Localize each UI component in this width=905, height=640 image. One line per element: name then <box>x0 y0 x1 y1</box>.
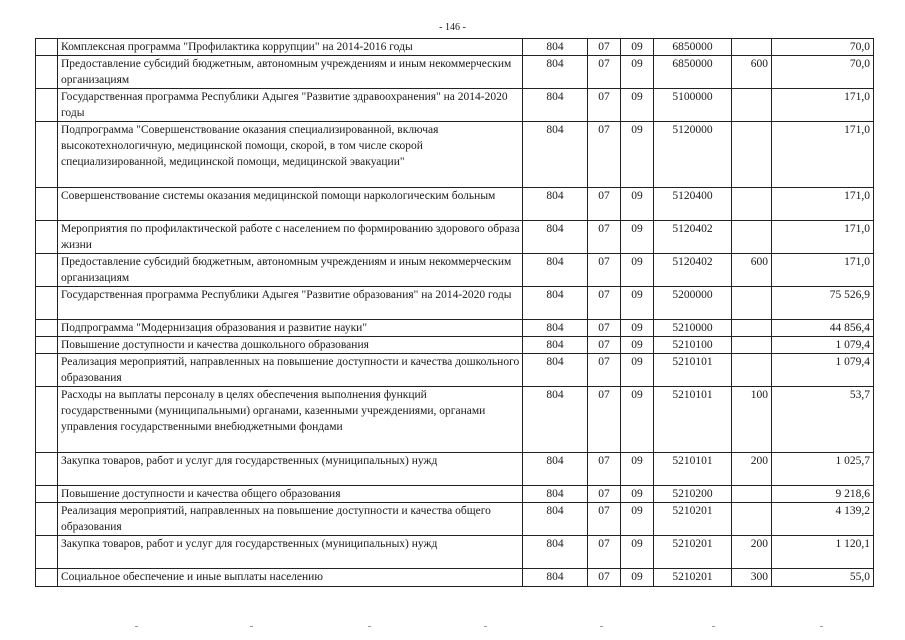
subsection-code: 09 <box>621 503 654 536</box>
subsection-code: 09 <box>621 569 654 587</box>
item-name: Социальное обеспечение и иные выплаты населению <box>58 569 523 587</box>
section-code: 07 <box>588 320 621 337</box>
item-name: Комплексная программа "Профилактика коррупции" на 2014-2016 годы <box>58 39 523 56</box>
section-code: 07 <box>588 89 621 122</box>
target-code: 5100000 <box>654 89 732 122</box>
subsection-code: 09 <box>621 221 654 254</box>
expense-type <box>732 287 772 320</box>
expense-type: 200 <box>732 453 772 486</box>
section-code: 07 <box>588 122 621 188</box>
subsection-code: 09 <box>621 254 654 287</box>
amount: 1 025,7 <box>772 453 874 486</box>
table-row <box>36 354 874 387</box>
item-name: Повышение доступности и качества общего образования <box>58 486 523 503</box>
table-row <box>36 486 874 503</box>
margin-cell <box>36 56 58 89</box>
amount: 75 526,9 <box>772 287 874 320</box>
dept-code: 804 <box>523 569 588 587</box>
target-code: 5120400 <box>654 188 732 221</box>
subsection-code: 09 <box>621 486 654 503</box>
expense-type <box>732 503 772 536</box>
dept-code: 804 <box>523 503 588 536</box>
target-code: 5200000 <box>654 287 732 320</box>
margin-cell <box>36 387 58 453</box>
section-code: 07 <box>588 354 621 387</box>
margin-cell <box>36 337 58 354</box>
margin-cell <box>36 122 58 188</box>
item-name: Подпрограмма "Модернизация образования и развитие науки" <box>58 320 523 337</box>
dept-code: 804 <box>523 221 588 254</box>
table-row <box>36 536 874 569</box>
table-row <box>36 254 874 287</box>
target-code: 5210201 <box>654 569 732 587</box>
target-code: 5210201 <box>654 536 732 569</box>
dept-code: 804 <box>523 536 588 569</box>
subsection-code: 09 <box>621 337 654 354</box>
target-code: 5210101 <box>654 387 732 453</box>
dept-code: 804 <box>523 39 588 56</box>
section-code: 07 <box>588 254 621 287</box>
expense-type <box>732 486 772 503</box>
table-row <box>36 387 874 453</box>
dept-code: 804 <box>523 89 588 122</box>
margin-cell <box>36 89 58 122</box>
dept-code: 804 <box>523 56 588 89</box>
amount: 70,0 <box>772 39 874 56</box>
target-code: 5120000 <box>654 122 732 188</box>
subsection-code: 09 <box>621 387 654 453</box>
dept-code: 804 <box>523 486 588 503</box>
subsection-code: 09 <box>621 89 654 122</box>
margin-cell <box>36 287 58 320</box>
section-code: 07 <box>588 188 621 221</box>
amount: 53,7 <box>772 387 874 453</box>
amount: 70,0 <box>772 56 874 89</box>
dept-code: 804 <box>523 320 588 337</box>
item-name: Повышение доступности и качества дошкольного образования <box>58 337 523 354</box>
margin-cell <box>36 221 58 254</box>
target-code: 5210101 <box>654 453 732 486</box>
item-name: Реализация мероприятий, направленных на повышение доступности и качества общего образования <box>58 503 523 536</box>
amount: 171,0 <box>772 188 874 221</box>
section-code: 07 <box>588 569 621 587</box>
section-code: 07 <box>588 453 621 486</box>
expense-type <box>732 39 772 56</box>
dept-code: 804 <box>523 122 588 188</box>
section-code: 07 <box>588 503 621 536</box>
table-row <box>36 337 874 354</box>
margin-cell <box>36 320 58 337</box>
target-code: 5210100 <box>654 337 732 354</box>
margin-cell <box>36 188 58 221</box>
table-row <box>36 39 874 56</box>
target-code: 5120402 <box>654 254 732 287</box>
subsection-code: 09 <box>621 188 654 221</box>
item-name: Реализация мероприятий, направленных на повышение доступности и качества дошкольного образования <box>58 354 523 387</box>
target-code: 6850000 <box>654 56 732 89</box>
amount: 1 120,1 <box>772 536 874 569</box>
dept-code: 804 <box>523 337 588 354</box>
item-name: Подпрограмма "Совершенствование оказания специализированной, включая высокотехнологичную, медицинской помощи, скорой, в том числе скорой специализированной, медицинской помощи, медицинской эвакуации" <box>58 122 523 188</box>
expense-type <box>732 122 772 188</box>
margin-cell <box>36 503 58 536</box>
section-code: 07 <box>588 337 621 354</box>
expense-type: 600 <box>732 56 772 89</box>
amount: 9 218,6 <box>772 486 874 503</box>
dept-code: 804 <box>523 254 588 287</box>
dept-code: 804 <box>523 354 588 387</box>
table-row <box>36 56 874 89</box>
target-code: 5120402 <box>654 221 732 254</box>
dept-code: 804 <box>523 188 588 221</box>
item-name: Совершенствование системы оказания медицинской помощи наркологическим больным <box>58 188 523 221</box>
table-row <box>36 89 874 122</box>
item-name: Закупка товаров, работ и услуг для государственных (муниципальных) нужд <box>58 536 523 569</box>
table-row <box>36 221 874 254</box>
item-name: Государственная программа Республики Адыгея "Развитие здравоохранения" на 2014-2020 годы <box>58 89 523 122</box>
section-code: 07 <box>588 221 621 254</box>
section-code: 07 <box>588 387 621 453</box>
margin-cell <box>36 536 58 569</box>
section-code: 07 <box>588 56 621 89</box>
expense-type: 200 <box>732 536 772 569</box>
amount: 171,0 <box>772 89 874 122</box>
section-code: 07 <box>588 486 621 503</box>
expense-type <box>732 221 772 254</box>
amount: 1 079,4 <box>772 354 874 387</box>
expense-type <box>732 337 772 354</box>
expense-type <box>732 89 772 122</box>
item-name: Государственная программа Республики Адыгея "Развитие образования" на 2014-2020 годы <box>58 287 523 320</box>
table-row <box>36 122 874 188</box>
subsection-code: 09 <box>621 39 654 56</box>
expense-type <box>732 320 772 337</box>
amount: 171,0 <box>772 122 874 188</box>
margin-cell <box>36 453 58 486</box>
amount: 55,0 <box>772 569 874 587</box>
table-row <box>36 287 874 320</box>
item-name: Мероприятия по профилактической работе с населением по формированию здорового образа жизни <box>58 221 523 254</box>
item-name: Закупка товаров, работ и услуг для государственных (муниципальных) нужд <box>58 453 523 486</box>
target-code: 5210201 <box>654 503 732 536</box>
margin-cell <box>36 486 58 503</box>
expense-type: 100 <box>732 387 772 453</box>
dept-code: 804 <box>523 387 588 453</box>
table-row <box>36 453 874 486</box>
expense-type <box>732 354 772 387</box>
expense-type: 600 <box>732 254 772 287</box>
amount: 1 079,4 <box>772 337 874 354</box>
table-row <box>36 503 874 536</box>
margin-cell <box>36 254 58 287</box>
expense-type: 300 <box>732 569 772 587</box>
target-code: 5210101 <box>654 354 732 387</box>
dept-code: 804 <box>523 453 588 486</box>
target-code: 5210200 <box>654 486 732 503</box>
section-code: 07 <box>588 39 621 56</box>
subsection-code: 09 <box>621 287 654 320</box>
margin-cell <box>36 569 58 587</box>
subsection-code: 09 <box>621 536 654 569</box>
margin-cell <box>36 354 58 387</box>
amount: 171,0 <box>772 254 874 287</box>
item-name: Предоставление субсидий бюджетным, автономным учреждениям и иным некоммерческим организациям <box>58 56 523 89</box>
item-name: Предоставление субсидий бюджетным, автономным учреждениям и иным некоммерческим организациям <box>58 254 523 287</box>
amount: 171,0 <box>772 221 874 254</box>
dept-code: 804 <box>523 287 588 320</box>
item-name: Расходы на выплаты персоналу в целях обеспечения выполнения функций государственными (муниципальными) органами, казенными учреждениями, органами управления государственными внебюджетными фондами <box>58 387 523 453</box>
table-row <box>36 569 874 587</box>
subsection-code: 09 <box>621 354 654 387</box>
amount: 44 856,4 <box>772 320 874 337</box>
subsection-code: 09 <box>621 453 654 486</box>
section-code: 07 <box>588 536 621 569</box>
subsection-code: 09 <box>621 56 654 89</box>
target-code: 6850000 <box>654 39 732 56</box>
table-row <box>36 188 874 221</box>
subsection-code: 09 <box>621 320 654 337</box>
target-code: 5210000 <box>654 320 732 337</box>
section-code: 07 <box>588 287 621 320</box>
margin-cell <box>36 39 58 56</box>
amount: 4 139,2 <box>772 503 874 536</box>
budget-table <box>35 38 874 587</box>
table-row <box>36 320 874 337</box>
expense-type <box>732 188 772 221</box>
subsection-code: 09 <box>621 122 654 188</box>
page-number: - 146 - <box>439 22 466 33</box>
